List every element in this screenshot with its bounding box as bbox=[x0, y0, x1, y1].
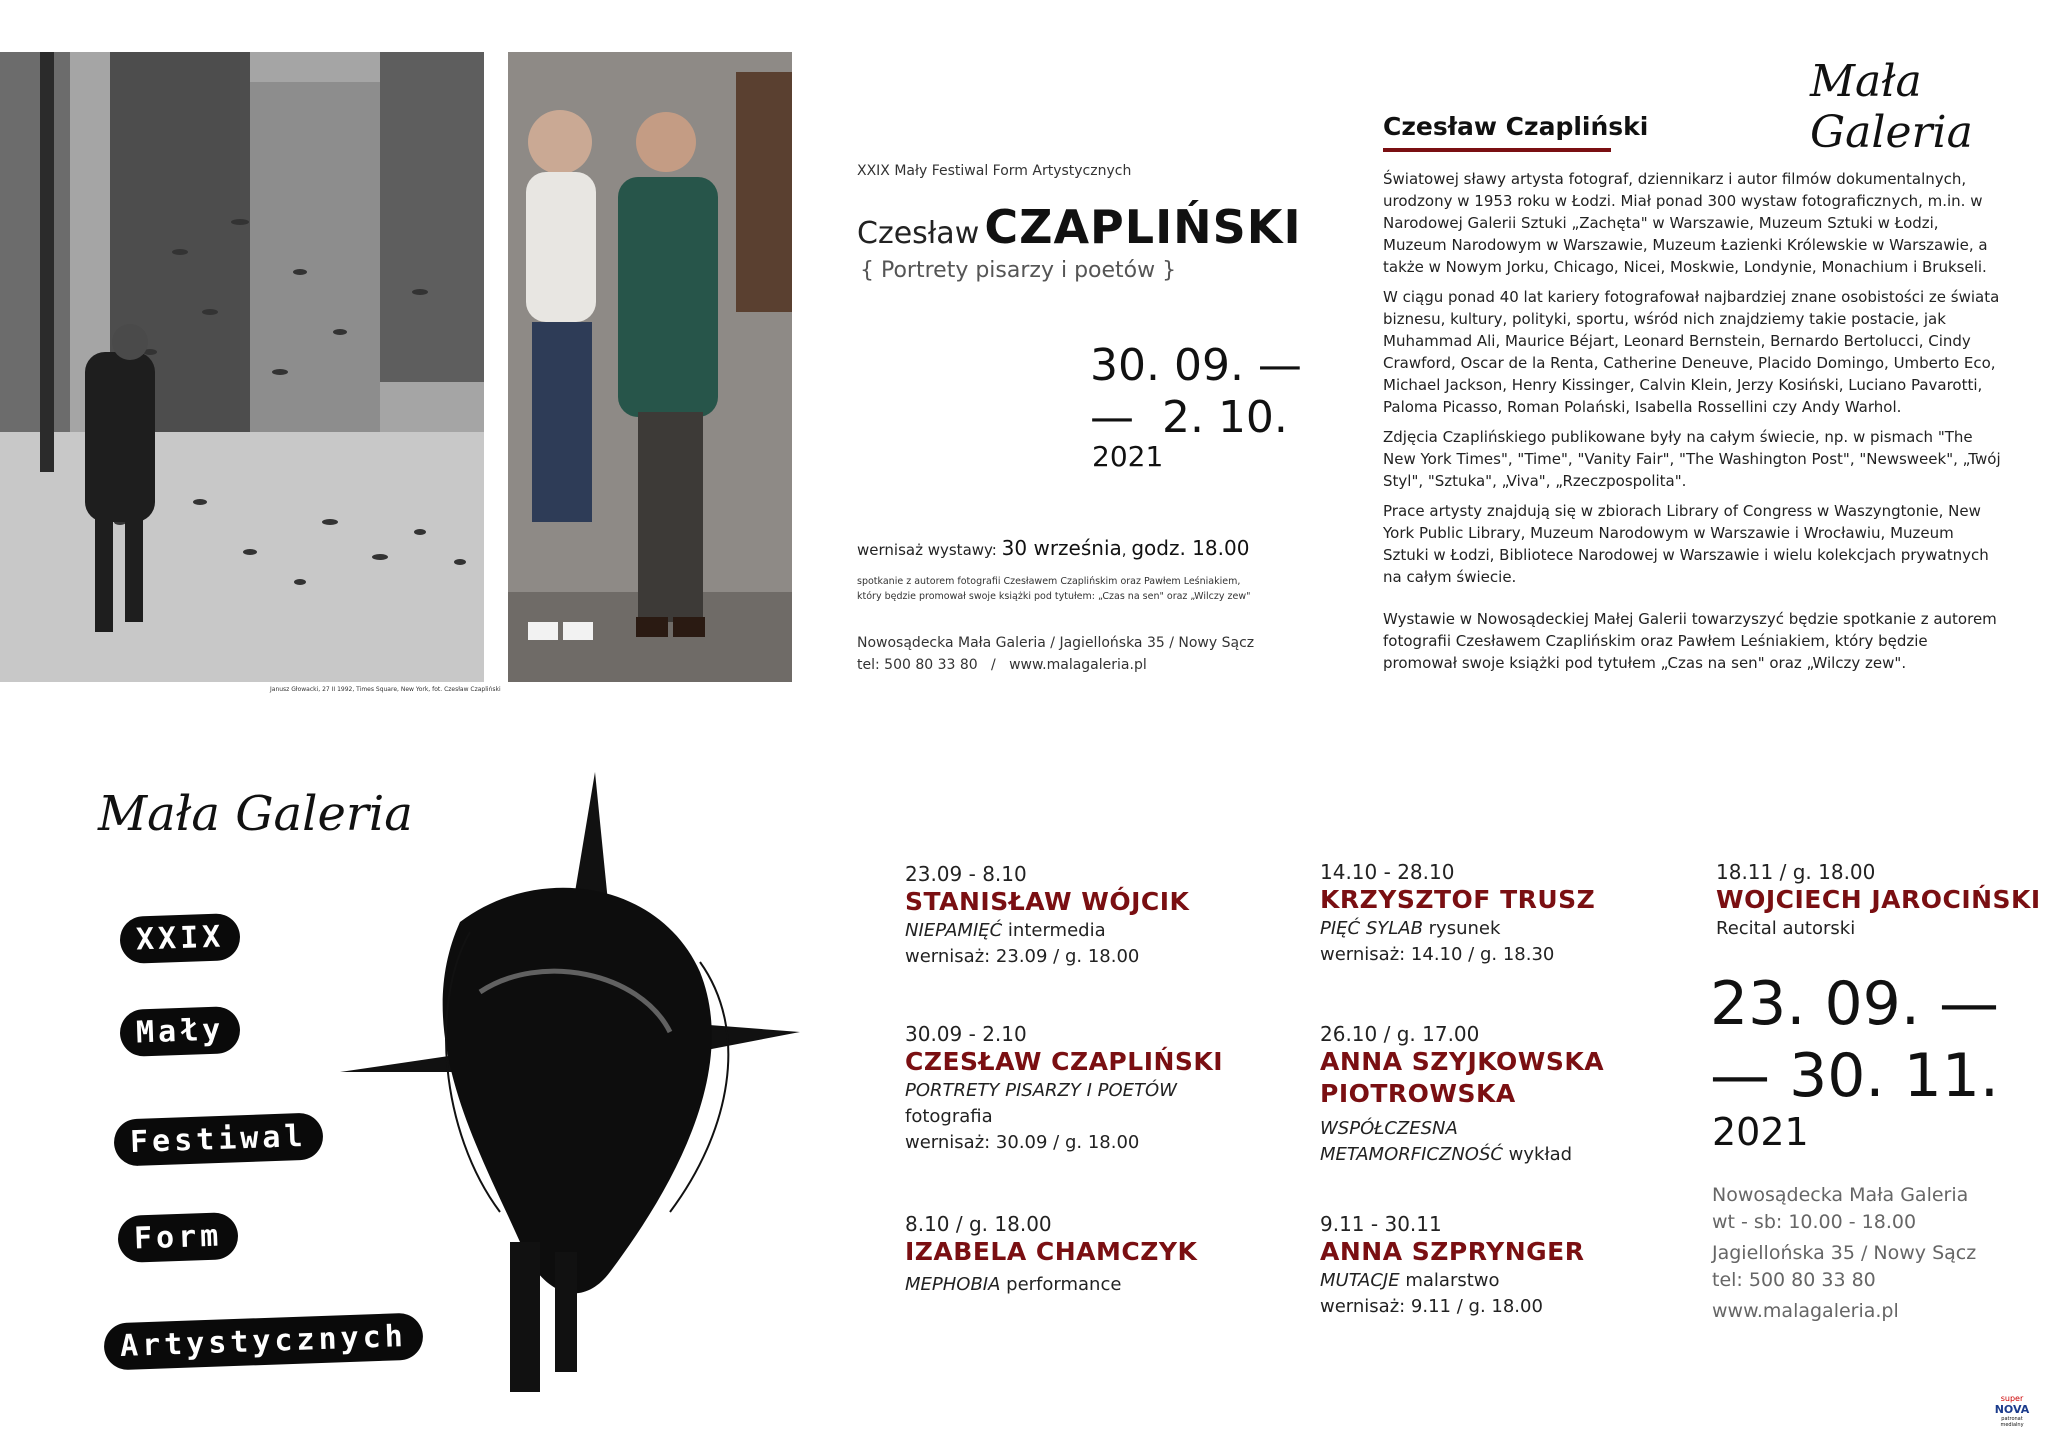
event-date: 8.10 / g. 18.00 bbox=[905, 1212, 1052, 1236]
event-title-2: METAMORFICZNOŚĆ bbox=[1320, 1144, 1503, 1165]
event-description bbox=[1320, 1268, 1720, 1294]
event-title: PIĘĆ SYLAB bbox=[1320, 918, 1423, 939]
event-title: MEPHOBIA bbox=[905, 1274, 1001, 1295]
logo-text-bottom: Mała Galeria bbox=[98, 786, 413, 842]
festival-date-line-1: 23. 09. — bbox=[1710, 969, 1999, 1039]
photo-gallery-illustration bbox=[508, 52, 792, 682]
event-title-text: PORTRETY PISARZY I POETÓW bbox=[905, 1080, 1177, 1101]
event-kind: wykład bbox=[1502, 1144, 1573, 1165]
event-artist-line-2: PIOTROWSKA bbox=[1320, 1079, 1516, 1108]
photo-caption: Janusz Głowacki, 27 II 1992, Times Square, New York, fot. Czesław Czapliński bbox=[270, 686, 501, 693]
vernissage-date: 30 września bbox=[1001, 536, 1122, 560]
venue-web: www.malagaleria.pl bbox=[1712, 1300, 1899, 1322]
gallery-logo-top bbox=[1810, 56, 2067, 158]
event-chamczyk bbox=[905, 1212, 1305, 1298]
event-date: 18.11 / g. 18.00 bbox=[1716, 860, 1876, 884]
photo-two-men bbox=[508, 52, 792, 682]
event-kind: fotografia bbox=[905, 1106, 993, 1127]
festival-word-5: Artystycznych bbox=[103, 1312, 423, 1370]
event-title bbox=[905, 1078, 1305, 1104]
event-artist: ANNA SZPRYNGER bbox=[1320, 1237, 1585, 1266]
event-title: MUTACJE bbox=[1320, 1270, 1400, 1291]
event-title: NIEPAMIĘĆ bbox=[905, 920, 1003, 941]
festival-word-2: Mały bbox=[119, 1006, 241, 1057]
exhibition-subtitle: { Portrety pisarzy i poetów } bbox=[860, 258, 1177, 283]
venue-phone: tel: 500 80 33 80 bbox=[1712, 1269, 1876, 1291]
event-kind: performance bbox=[1000, 1274, 1122, 1295]
event-szprynger bbox=[1320, 1212, 1720, 1320]
event-czaplinski bbox=[905, 1022, 1305, 1156]
artist-last-name: CZAPLIŃSKI bbox=[984, 200, 1302, 254]
event-description bbox=[1320, 916, 1720, 942]
meeting-line-2: który będzie promował swoje książki pod tytułem: „Czas na sen" oraz „Wilczy zew" bbox=[857, 591, 1251, 602]
event-kind: malarstwo bbox=[1399, 1270, 1500, 1291]
supernova-sponsor bbox=[1994, 1394, 2030, 1428]
event-jarocinski bbox=[1716, 860, 2067, 942]
festival-dates bbox=[1710, 968, 1999, 1112]
vernissage-sep: , bbox=[1121, 541, 1127, 559]
exhibition-dates bbox=[1090, 340, 1302, 444]
event-vernissage: wernisaż: 23.09 / g. 18.00 bbox=[905, 946, 1140, 967]
bio-text bbox=[1383, 168, 2003, 682]
ink-face-svg bbox=[340, 772, 800, 1432]
bio-heading-underline bbox=[1383, 148, 1611, 152]
bio-paragraph-5: Wystawie w Nowosądeckiej Małej Galerii towarzyszyć będzie spotkanie z autorem fotografii Czesławem Czaplińskim oraz Pawłem Leśniakiem, który będzie promował swoje książki pod tytułem „Czas na sen" oraz „Wilczy zew". bbox=[1383, 610, 1997, 672]
event-description bbox=[905, 1272, 1305, 1298]
festival-word-1: XXIX bbox=[119, 913, 241, 964]
event-date: 9.11 - 30.11 bbox=[1320, 1212, 1442, 1236]
vernissage-time: godz. 18.00 bbox=[1131, 536, 1250, 560]
sponsor-brand: NOVA bbox=[1994, 1403, 2030, 1416]
vernissage-label: wernisaż wystawy: bbox=[857, 541, 997, 559]
date-line-1: 30. 09. — bbox=[1090, 340, 1302, 391]
event-description bbox=[905, 918, 1305, 944]
event-szyjkowska bbox=[1320, 1022, 1720, 1168]
event-vernissage: wernisaż: 14.10 / g. 18.30 bbox=[1320, 944, 1555, 965]
artist-name bbox=[857, 200, 1302, 254]
festival-word-4: Form bbox=[117, 1212, 239, 1263]
venue-address: Jagiellońska 35 / Nowy Sącz bbox=[1712, 1242, 1977, 1264]
event-title-1: WSPÓŁCZESNA bbox=[1320, 1118, 1458, 1139]
meeting-line-1: spotkanie z autorem fotografii Czesławem Czaplińskim oraz Pawłem Leśniakiem, bbox=[857, 576, 1241, 587]
sponsor-brand-small: super bbox=[2000, 1394, 2024, 1403]
event-artist: CZESŁAW CZAPLIŃSKI bbox=[905, 1047, 1224, 1076]
venue-name: Nowosądecka Mała Galeria bbox=[1712, 1184, 1969, 1206]
event-artist: STANISŁAW WÓJCIK bbox=[905, 887, 1190, 916]
festival-venue-info bbox=[1712, 1182, 1976, 1325]
event-date: 23.09 - 8.10 bbox=[905, 862, 1027, 886]
festival-year: 2021 bbox=[1712, 1110, 1809, 1154]
event-trusz bbox=[1320, 860, 1720, 968]
bio-paragraph-1: Światowej sławy artysta fotograf, dziennikarz i autor filmów dokumentalnych, urodzony w 1953 roku w Łodzi. Miał ponad 300 wystaw fotograficznych, m.in. w Narodowej Galerii Sztuki „Zachęta" w Warszawie, Muzeum Sztuki w Łodzi, Muzeum Narodowym w Warszawie, Muzeum Łazienki Królewskie w Warszawie, a także w Nowym Jorku, Chicago, Nicei, Moskwie, Londynie, Monachium i Brukseli. bbox=[1383, 170, 1988, 276]
event-artist: KRZYSZTOF TRUSZ bbox=[1320, 885, 1596, 914]
bio-paragraph-4: Prace artysty znajdują się w zbiorach Library of Congress w Waszyngtonie, New York Public Library, Muzeum Narodowym w Warszawie i Wrocławiu, Muzeum Sztuki w Łodzi, Bibliotece Narodowej w Warszawie i wielu kolekcjach prywatnych na całym świecie. bbox=[1383, 502, 1989, 586]
date-line-2: — 2. 10. bbox=[1090, 392, 1288, 443]
sponsor-note: patronat medialny bbox=[2000, 1416, 2024, 1428]
bio-heading: Czesław Czapliński bbox=[1383, 112, 1649, 141]
contact-line: tel: 500 80 33 80 / www.malagaleria.pl bbox=[857, 657, 1147, 673]
event-date: 26.10 / g. 17.00 bbox=[1320, 1022, 1480, 1046]
event-kind: Recital autorski bbox=[1716, 918, 1856, 939]
event-title-line-1 bbox=[1320, 1116, 1720, 1142]
photo-street-pigeons bbox=[0, 52, 484, 682]
meeting-note bbox=[857, 574, 1277, 604]
artist-first-name: Czesław bbox=[857, 216, 980, 251]
ink-face-illustration bbox=[340, 772, 800, 1432]
event-kind: intermedia bbox=[1002, 920, 1106, 941]
gallery-address bbox=[857, 632, 1254, 676]
event-artist-line-1: ANNA SZYJKOWSKA bbox=[1320, 1047, 1605, 1076]
event-artist: WOJCIECH JAROCIŃSKI bbox=[1716, 885, 2041, 914]
bio-paragraph-3: Zdjęcia Czaplińskiego publikowane były na całym świecie, np. w pismach "The New York Times", "Time", "Vanity Fair", "The Washington Post", "Newsweek", „Twój Styl", "Sztuka", „Viva", „Rzeczpospolita". bbox=[1383, 428, 2001, 490]
event-artist: IZABELA CHAMCZYK bbox=[905, 1237, 1198, 1266]
event-date: 14.10 - 28.10 bbox=[1320, 860, 1455, 884]
vernissage-info bbox=[857, 536, 1249, 560]
exhibition-year: 2021 bbox=[1092, 440, 1164, 473]
event-wojcik bbox=[905, 862, 1305, 970]
event-vernissage: wernisaż: 9.11 / g. 18.00 bbox=[1320, 1296, 1543, 1317]
bio-paragraph-2: W ciągu ponad 40 lat kariery fotografował najbardziej znane osobistości ze świata biznesu, kultury, polityki, sportu, wśród nich znajdziemy takie postacie, jak Muhammad Ali, Maurice Béjart, Leonard Bernstein, Bernardo Bertolucci, Cindy Crawford, Oscar de la Renta, Catherine Deneuve, Placido Domingo, Umberto Eco, Michael Jackson, Henry Kissinger, Calvin Klein, Jerzy Kosiński, Luciano Pavarotti, Paloma Picasso, Roman Polański, Isabella Rossellini czy Andy Warhol. bbox=[1383, 288, 2000, 416]
event-date: 30.09 - 2.10 bbox=[905, 1022, 1027, 1046]
address-line: Nowosądecka Mała Galeria / Jagiellońska 35 / Nowy Sącz bbox=[857, 635, 1255, 651]
event-vernissage: wernisaż: 30.09 / g. 18.00 bbox=[905, 1132, 1140, 1153]
logo-text: Mała Galeria bbox=[1810, 56, 1973, 158]
event-kind: rysunek bbox=[1422, 918, 1501, 939]
venue-hours: wt - sb: 10.00 - 18.00 bbox=[1712, 1211, 1917, 1233]
event-title-line-2 bbox=[1320, 1142, 1720, 1168]
festival-word-3: Festiwal bbox=[113, 1112, 323, 1166]
festival-name-small: XXIX Mały Festiwal Form Artystycznych bbox=[857, 163, 1132, 179]
photo-street-illustration bbox=[0, 52, 484, 682]
festival-date-line-2: — 30. 11. bbox=[1710, 1041, 1999, 1111]
